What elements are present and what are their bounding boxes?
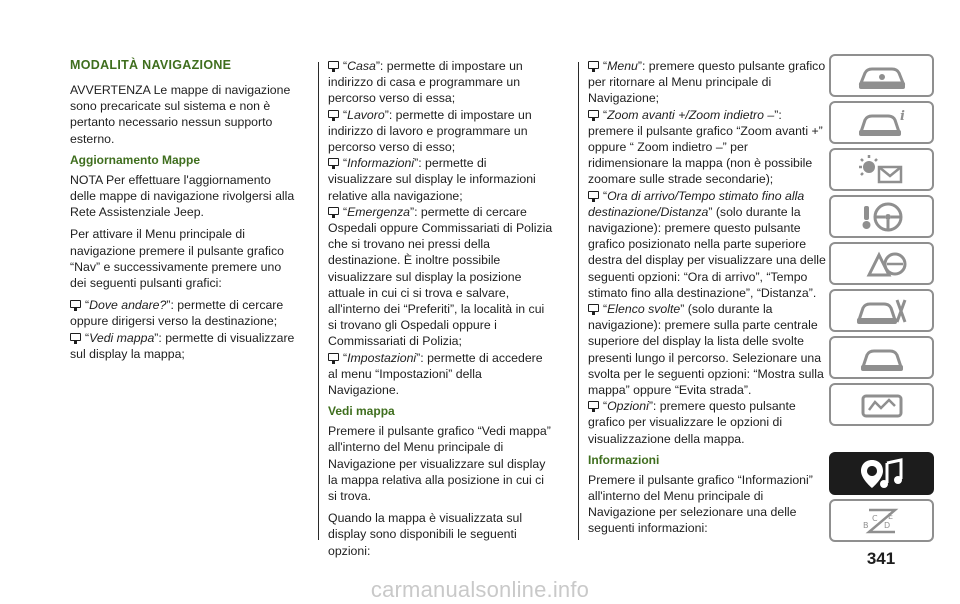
option-bullet-icon: [328, 353, 339, 361]
option-description: ”: permette di cercare oppure dirigersi verso la destinazione;: [70, 298, 284, 329]
alphabet-index-icon: [855, 504, 909, 538]
column-3: [588, 58, 826, 543]
page-number: 341: [866, 549, 896, 568]
option-bullet-icon: [588, 401, 599, 409]
technical-data-icon: [855, 388, 909, 422]
option-description: ”: premere questo pulsante grafico per ritornare al Menu principale di Navigazione;: [588, 59, 826, 106]
map-options-paragraph: Quando la mappa è visualizzata sul display sono disponibili le seguenti opzioni:: [328, 511, 523, 558]
map-options-list: [588, 58, 826, 447]
chapter-tab-vehicle-info[interactable]: [829, 101, 934, 144]
list-item: “Ora di arrivo/Tempo stimato fino alla destinazione/Distanza” (solo durante la navigazione): premere questo pulsante grafico posizionato nella parte superiore destra del display per visualizzare una delle seguenti opzioni: “Ora di arrivo”, “Tempo stimato fino alla destinazione”, “Distanza”.: [588, 188, 826, 300]
option-name: Opzioni: [607, 399, 649, 414]
info-paragraph: Premere il pulsante grafico “Informazioni” all'interno del Menu principale di Navigazione per selezionare una delle seguenti informazioni:: [588, 472, 813, 536]
list-item: “Lavoro”: permette di impostare un indirizzo di lavoro e programmare un percorso verso di esso;: [328, 107, 532, 155]
dashboard-warning-icon: [855, 341, 909, 375]
option-name: Zoom avanti +/Zoom indietro –: [607, 107, 775, 122]
option-name: Menu: [607, 59, 638, 73]
option-bullet-icon: [588, 61, 599, 69]
view-map-heading: Vedi mappa: [328, 404, 395, 419]
list-item: “Casa”: permette di impostare un indirizzo di casa e programmare un percorso verso di essa;: [328, 59, 523, 106]
svg-text:B: B: [862, 520, 868, 530]
column-divider: [578, 62, 579, 540]
option-bullet-icon: [328, 110, 339, 118]
steering-wheel-icon: [855, 200, 909, 234]
chapter-tab-emergency[interactable]: [829, 289, 934, 332]
column-2: [328, 58, 554, 565]
option-bullet-icon: [588, 110, 599, 118]
chapter-tab-lights-messages[interactable]: [829, 148, 934, 191]
option-description: ” (solo durante la navigazione): premere questo pulsante grafico posizionato nella parte superiore destra del display per visualizzare una delle seguenti opzioni: “Ora di arrivo”, “Tempo stimato fino alla destinazione”, “Distanza”.: [588, 204, 826, 300]
option-bullet-icon: [588, 191, 599, 199]
update-maps-heading: Aggiornamento Mappe: [70, 152, 201, 167]
option-name: Ora di arrivo/Tempo stimato fino alla destinazione/Distanza: [588, 188, 805, 219]
svg-text:E: E: [887, 511, 893, 521]
multimedia-nav-icon: [855, 457, 909, 491]
option-name: Casa: [347, 59, 376, 73]
chapter-tab-multimedia[interactable]: [829, 452, 934, 495]
option-bullet-icon: [70, 300, 81, 308]
column-divider: [318, 62, 319, 540]
nav-options-list: [70, 297, 296, 362]
option-description: ”: permette di visualizzare sul display la mappa;: [70, 330, 295, 361]
view-map-paragraph: Premere il pulsante grafico “Vedi mappa” all'interno del Menu principale di Navigazione per visualizzare sul display la mappa relativa alla posizione in cui ci si trova.: [328, 424, 551, 504]
list-item: “Opzioni”: premere questo pulsante grafico per visualizzare le opzioni di visualizzazione della mappa.: [588, 399, 796, 446]
option-bullet-icon: [588, 304, 599, 312]
option-name: Lavoro: [347, 107, 385, 122]
option-bullet-icon: [328, 207, 339, 215]
option-name: Elenco svolte: [607, 302, 681, 317]
car-info-icon: [855, 106, 909, 140]
list-item: “Informazioni”: permette di visualizzare sul display le informazioni relative alla navigazione;: [328, 156, 536, 203]
option-name: Emergenza: [347, 204, 410, 219]
svg-text:C: C: [871, 513, 878, 523]
option-name: Impostazioni: [347, 350, 417, 365]
chapter-tab-index[interactable]: [829, 499, 934, 542]
emergency-triangle-icon: [855, 247, 909, 281]
warning-paragraph: AVVERTENZA Le mappe di navigazione sono precaricate sul sistema e non è pertanto necessario nessun supporto esterno.: [70, 83, 291, 146]
nav-options-list: [328, 58, 554, 398]
option-description: ”: permette di accedere al menu “Impostazioni” della Navigazione.: [328, 350, 543, 398]
option-description: ”: permette di impostare un indirizzo di lavoro e programmare un percorso verso di esso;: [328, 107, 532, 155]
list-item: “Impostazioni”: permette di accedere al menu “Impostazioni” della Navigazione.: [328, 350, 543, 398]
watermark: carmanualsonline.info: [370, 577, 590, 602]
intro-paragraph: Per attivare il Menu principale di navigazione premere il pulsante grafico “Nav” e successivamente premere uno dei seguenti pulsanti grafici:: [70, 227, 284, 291]
info-heading: Informazioni: [588, 452, 660, 467]
section-title: MODALITÀ NAVIGAZIONE: [70, 58, 232, 72]
option-description: ”: premere il pulsante grafico “Zoom avanti +” oppure “ Zoom indietro –” per ridimensionare la mappa (non è possibile zoomare sulle strade secondarie);: [588, 107, 823, 187]
option-name: Informazioni: [347, 156, 415, 171]
svg-text:i: i: [899, 108, 905, 124]
list-item: “Zoom avanti +/Zoom indietro –”: premere il pulsante grafico “Zoom avanti +” oppure “ Zoom indietro –” per ridimensionare la mappa (non è possibile zoomare sulle strade secondarie);: [588, 107, 823, 187]
list-item: “Emergenza”: permette di cercare Ospedali oppure Commissariati di Polizia che si trovano nei pressi della destinazione. È inoltre possibile visualizzare sul display la posizione attuale in cui ci si trova e salvare, all'interno dei “Preferiti”, la località in cui si trovano gli Ospedali oppure i Commissariati di Polizia;: [328, 204, 553, 349]
option-description: ” (solo durante la navigazione): premere sulla parte centrale superiore del display la lista delle svolte presenti lungo il percorso. Selezionare una svolta per le seguenti opzioni: “Mostra sulla mappa” oppure “Evita strada”.: [588, 302, 824, 398]
option-description: ”: premere questo pulsante grafico per visualizzare le opzioni di visualizzazione della mappa.: [588, 399, 796, 446]
column-1: [70, 58, 296, 362]
list-item: “Dove andare?”: permette di cercare oppure dirigersi verso la destinazione;: [70, 298, 284, 329]
option-name: Vedi mappa: [89, 330, 155, 345]
option-description: ”: permette di cercare Ospedali oppure Commissariati di Polizia che si trovano nei pressi della destinazione. È inoltre possibile visualizzare sul display la posizione attuale in cui ci si trova e salvare, all'interno dei “Preferiti”, la località in cui si trovano gli Ospedali oppure i Commissariati di Polizia;: [328, 204, 553, 349]
chapter-tab-maintenance[interactable]: [829, 336, 934, 379]
svg-text:D: D: [883, 520, 890, 530]
option-description: ”: permette di impostare un indirizzo di casa e programmare un percorso verso di essa;: [328, 59, 523, 106]
option-description: ”: permette di visualizzare sul display le informazioni relative alla navigazione;: [328, 156, 536, 203]
option-bullet-icon: [328, 158, 339, 166]
car-tools-icon: [855, 294, 909, 328]
option-name: Dove andare?: [89, 298, 167, 313]
car-dashboard-icon: [855, 59, 909, 93]
option-bullet-icon: [70, 333, 81, 341]
list-item: “Vedi mappa”: permette di visualizzare sul display la mappa;: [70, 330, 295, 361]
chapter-tab-technical-data[interactable]: [829, 383, 934, 426]
list-item: “Menu”: premere questo pulsante grafico per ritornare al Menu principale di Navigazione;: [588, 59, 826, 106]
chapter-tab-driving[interactable]: [829, 195, 934, 238]
list-item: “Elenco svolte” (solo durante la navigazione): premere sulla parte centrale superiore del display la lista delle svolte presenti lungo il percorso. Selezionare una svolta per le seguenti opzioni: “Mostra sulla mappa” oppure “Evita strada”.: [588, 302, 824, 398]
chapter-tab-safety[interactable]: [829, 242, 934, 285]
note-paragraph: NOTA Per effettuare l'aggiornamento delle mappe di navigazione rivolgersi alla Rete Assistenziale Jeep.: [70, 172, 295, 220]
option-bullet-icon: [328, 61, 339, 69]
lights-mail-icon: [855, 153, 909, 187]
chapter-tab-dashboard[interactable]: [829, 54, 934, 97]
